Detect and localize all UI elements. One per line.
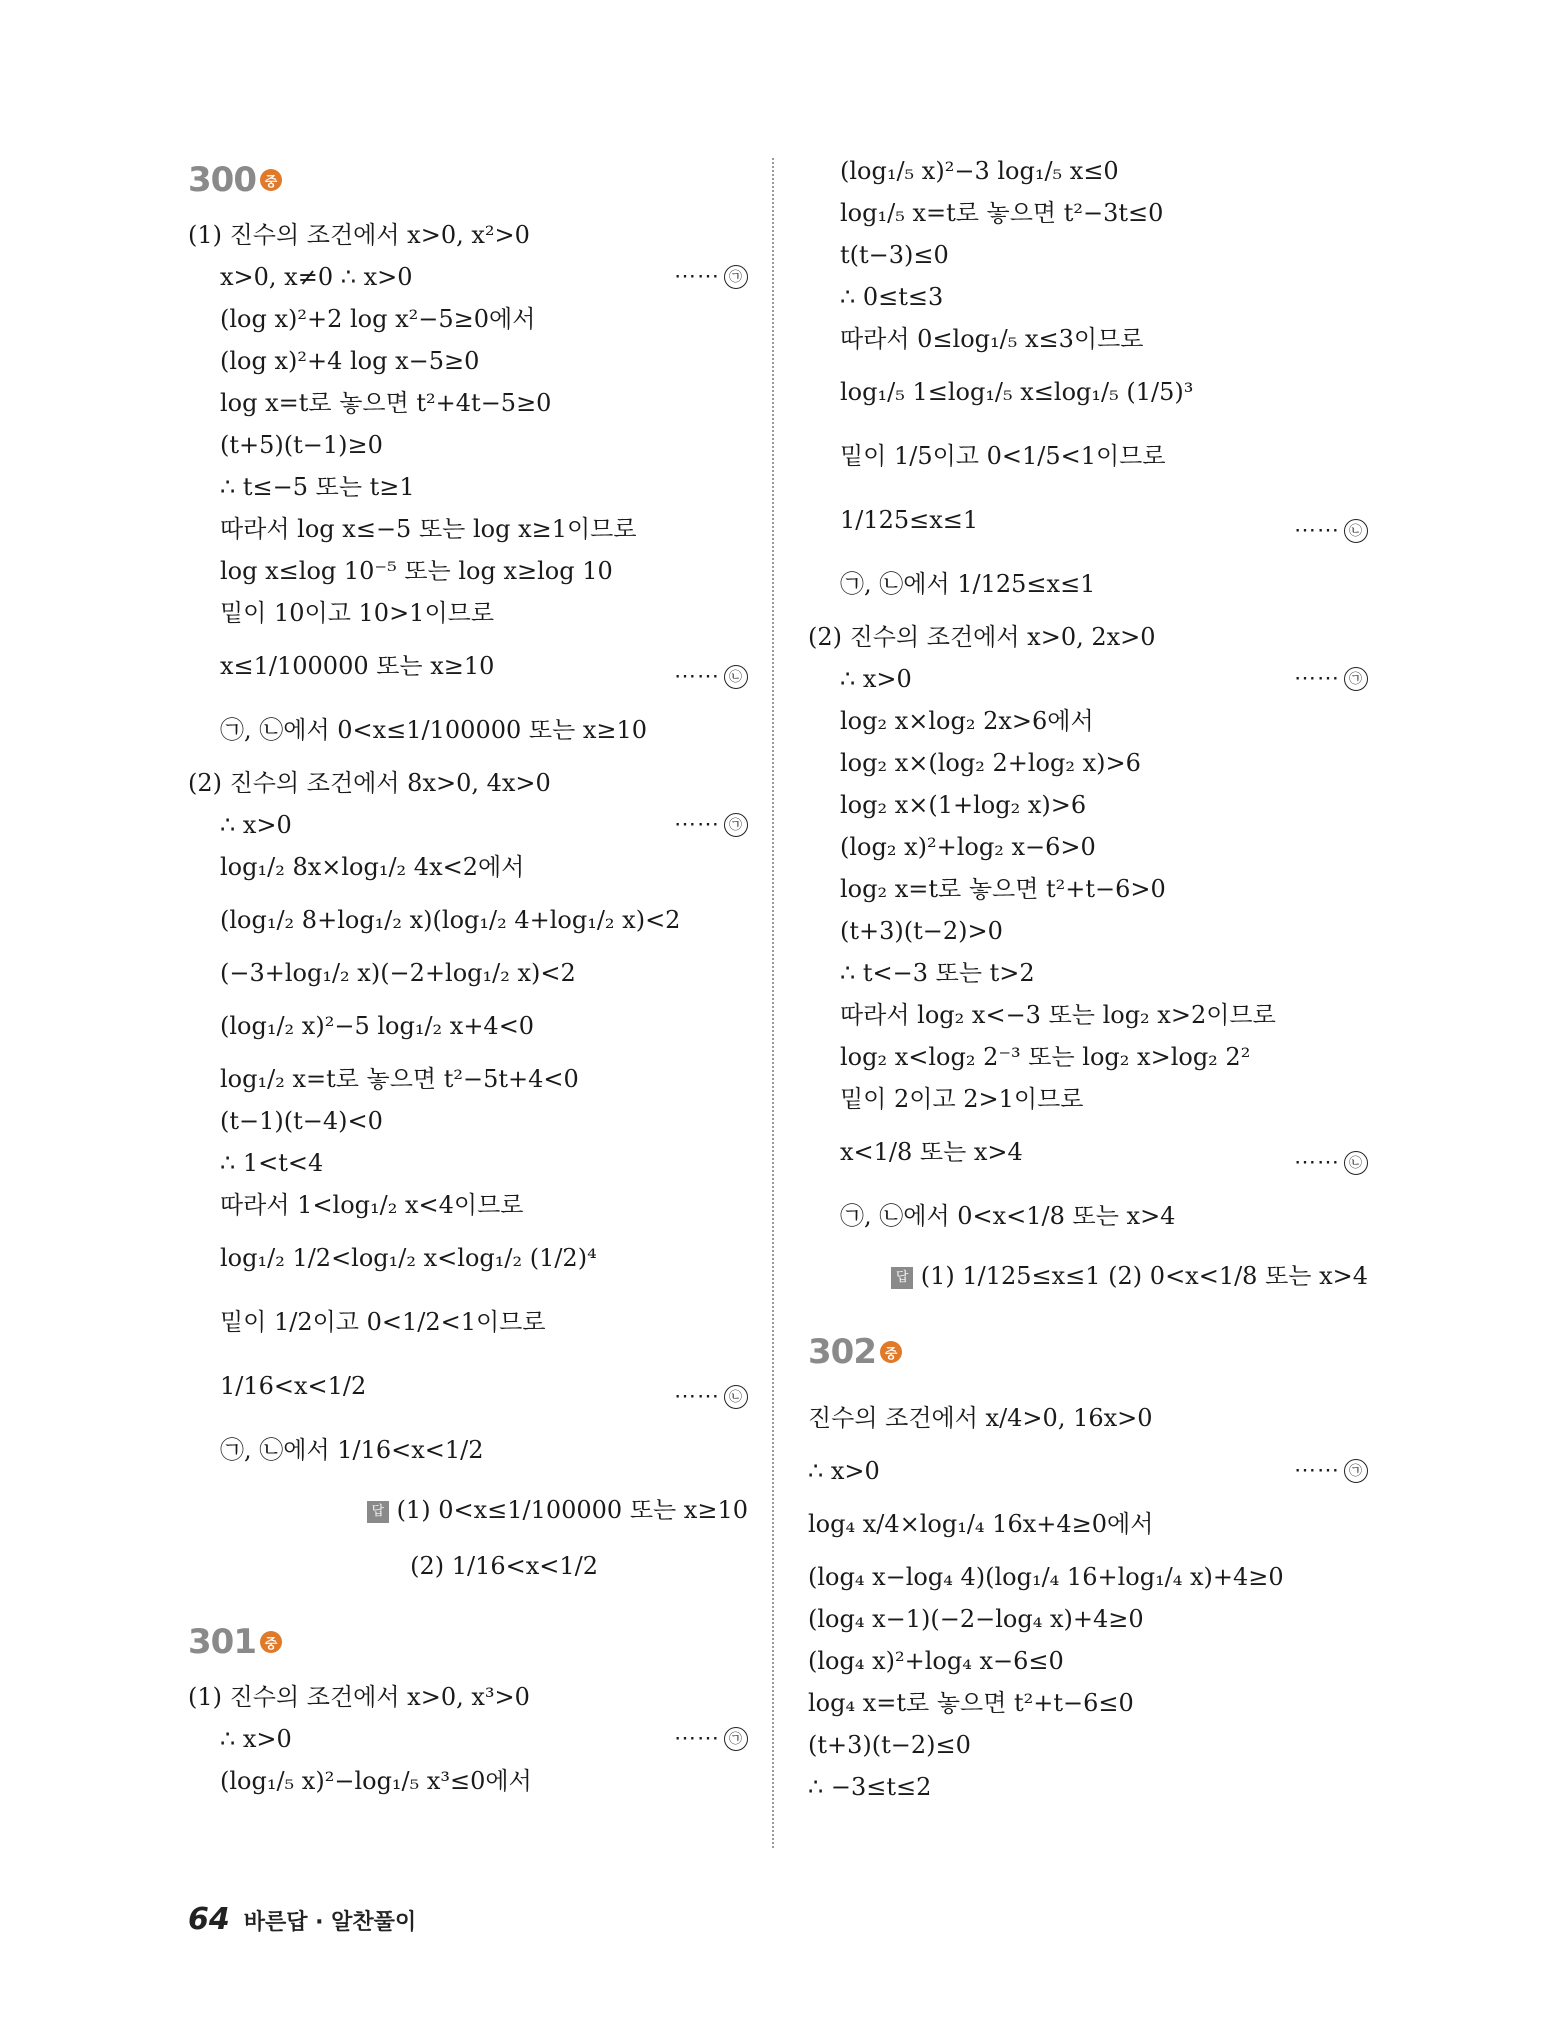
solution-line: log₂ x×log₂ 2x>6에서 [840, 707, 1094, 735]
solution-line: (log₁/₂ x)²−5 log₁/₂ x+4<0 [220, 1012, 535, 1040]
reference-mark: ⋯⋯ ㉠ [674, 256, 748, 298]
circle-marker: ㉡ [1344, 1151, 1368, 1175]
book-title: 바른답 · 알찬풀이 [243, 1910, 417, 1935]
solution-line: (log₁/₂ 8+log₁/₂ x)(log₁/₂ 4+log₁/₂ x)<2 [220, 906, 681, 934]
answer-text: (1) 1/125≤x≤1 (2) 0<x<1/8 또는 x>4 [920, 1262, 1368, 1290]
reference-mark: ⋯⋯ ㉠ [1294, 658, 1368, 700]
answer-box [808, 1248, 1368, 1304]
solution-text: ∴ x>0 [808, 1457, 880, 1485]
solution-line [188, 256, 748, 298]
difficulty-badge: 중 [260, 1631, 282, 1653]
solution-line: (2) 진수의 조건에서 8x>0, 4x>0 [188, 769, 551, 797]
answer-box [188, 1482, 748, 1538]
answer-text: (1) 0<x≤1/100000 또는 x≥10 [396, 1496, 748, 1524]
reference-mark: ⋯⋯ ㉡ [674, 645, 748, 709]
reference-mark: ⋯⋯ ㉡ [1294, 499, 1368, 563]
solution-line [808, 488, 1368, 552]
circle-marker: ㉠ [724, 1727, 748, 1751]
solution-line: ㉠, ㉡에서 0<x≤1/100000 또는 x≥10 [220, 716, 648, 744]
page-footer [188, 1902, 416, 1937]
solution-line: log₁/₂ 1/2<log₁/₂ x<log₁/₂ (1/2)⁴ [220, 1244, 597, 1272]
solution-line: ∴ t<−3 또는 t>2 [840, 959, 1035, 987]
reference-mark: ⋯⋯ ㉠ [1294, 1450, 1368, 1492]
solution-line: log₂ x×(1+log₂ x)>6 [840, 791, 1087, 819]
solution-line [188, 1718, 748, 1760]
difficulty-badge: 중 [260, 169, 282, 191]
circle-marker: ㉡ [1344, 519, 1368, 543]
solution-line: log x=t로 놓으면 t²+4t−5≥0 [220, 389, 552, 417]
solution-line: log₂ x=t로 놓으면 t²+t−6>0 [840, 875, 1166, 903]
page-number: 64 [188, 1902, 230, 1937]
solution-line: ㉠, ㉡에서 1/16<x<1/2 [220, 1436, 484, 1464]
solution-text: x>0, x≠0 ∴ x>0 [220, 263, 413, 291]
solution-text: x<1/8 또는 x>4 [840, 1138, 1023, 1166]
right-column [808, 150, 1368, 1808]
answer-tag: 답 [891, 1267, 913, 1289]
solution-line: 따라서 0≤log₁/₅ x≤3이므로 [840, 325, 1144, 353]
circle-marker: ㉡ [724, 665, 748, 689]
problem-300-header [188, 154, 748, 206]
solution-line: ㉠, ㉡에서 1/125≤x≤1 [840, 570, 1096, 598]
circle-marker: ㉡ [724, 1385, 748, 1409]
solution-line: (t+3)(t−2)>0 [840, 917, 1003, 945]
solution-line: (2) 진수의 조건에서 x>0, 2x>0 [808, 623, 1156, 651]
difficulty-badge: 중 [880, 1341, 902, 1363]
solution-line [188, 634, 748, 698]
left-column [188, 150, 748, 1802]
problem-301-header [188, 1616, 748, 1668]
solution-text: ∴ x>0 [220, 1725, 292, 1753]
solution-line: log₁/₂ x=t로 놓으면 t²−5t+4<0 [220, 1065, 579, 1093]
solution-line: log₁/₅ x=t로 놓으면 t²−3t≤0 [840, 199, 1164, 227]
solution-text: x≤1/100000 또는 x≥10 [220, 652, 495, 680]
solution-line [188, 1354, 748, 1418]
solution-line: ∴ −3≤t≤2 [808, 1773, 932, 1801]
circle-marker: ㉠ [1344, 1459, 1368, 1483]
solution-line: 따라서 log₂ x<−3 또는 log₂ x>2이므로 [840, 1001, 1276, 1029]
solution-line: (1) 진수의 조건에서 x>0, x³>0 [188, 1683, 530, 1711]
problem-number: 301 [188, 1622, 256, 1662]
answer-tag: 답 [367, 1501, 389, 1523]
solution-line: (log₄ x−1)(−2−log₄ x)+4≥0 [808, 1605, 1144, 1633]
solution-line: (log x)²+4 log x−5≥0 [220, 347, 480, 375]
column-divider [772, 158, 774, 1848]
solution-line: t(t−3)≤0 [840, 241, 949, 269]
solution-line: log₂ x<log₂ 2⁻³ 또는 log₂ x>log₂ 2² [840, 1043, 1251, 1071]
solution-line: 밑이 1/5이고 0<1/5<1이므로 [840, 442, 1166, 470]
solution-text: 1/125≤x≤1 [840, 506, 979, 534]
solution-line: (t+3)(t−2)≤0 [808, 1731, 971, 1759]
solution-line [808, 658, 1368, 700]
solution-text: ∴ x>0 [840, 665, 912, 693]
circle-marker: ㉠ [724, 265, 748, 289]
problem-number: 300 [188, 160, 256, 200]
solution-line: log x≤log 10⁻⁵ 또는 log x≥log 10 [220, 557, 613, 585]
solution-line: 밑이 2이고 2>1이므로 [840, 1085, 1084, 1113]
solution-line: 진수의 조건에서 x/4>0, 16x>0 [808, 1404, 1153, 1432]
solution-line: log₄ x=t로 놓으면 t²+t−6≤0 [808, 1689, 1134, 1717]
solution-line: 따라서 log x≤−5 또는 log x≥1이므로 [220, 515, 637, 543]
solution-line [808, 1120, 1368, 1184]
reference-mark: ⋯⋯ ㉠ [674, 1718, 748, 1760]
solution-line: (−3+log₁/₂ x)(−2+log₁/₂ x)<2 [220, 959, 576, 987]
answer-text: (2) 1/16<x<1/2 [410, 1552, 598, 1580]
solution-text: ∴ x>0 [220, 811, 292, 839]
solution-line: (t−1)(t−4)<0 [220, 1107, 383, 1135]
solution-line [808, 1450, 1368, 1492]
solution-line: ∴ t≤−5 또는 t≥1 [220, 473, 415, 501]
solution-line: (t+5)(t−1)≥0 [220, 431, 383, 459]
reference-mark: ⋯⋯ ㉠ [674, 804, 748, 846]
solution-line: log₁/₅ 1≤log₁/₅ x≤log₁/₅ (1/5)³ [840, 378, 1194, 406]
solution-line: log₂ x×(log₂ 2+log₂ x)>6 [840, 749, 1141, 777]
reference-mark: ⋯⋯ ㉡ [1294, 1131, 1368, 1195]
solution-line: (1) 진수의 조건에서 x>0, x²>0 [188, 221, 530, 249]
solution-line: 밑이 1/2이고 0<1/2<1이므로 [220, 1308, 546, 1336]
solution-line: (log x)²+2 log x²−5≥0에서 [220, 305, 536, 333]
solution-line: ㉠, ㉡에서 0<x<1/8 또는 x>4 [840, 1202, 1176, 1230]
solution-line: (log₄ x−log₄ 4)(log₁/₄ 16+log₁/₄ x)+4≥0 [808, 1563, 1284, 1591]
circle-marker: ㉠ [724, 813, 748, 837]
solution-line: 밑이 10이고 10>1이므로 [220, 599, 495, 627]
solution-line: log₄ x/4×log₁/₄ 16x+4≥0에서 [808, 1510, 1154, 1538]
solution-line: ∴ 0≤t≤3 [840, 283, 944, 311]
circle-marker: ㉠ [1344, 667, 1368, 691]
solution-line: (log₁/₅ x)²−log₁/₅ x³≤0에서 [220, 1767, 532, 1795]
solution-line: log₁/₂ 8x×log₁/₂ 4x<2에서 [220, 853, 525, 881]
problem-number: 302 [808, 1332, 876, 1372]
solution-line: (log₄ x)²+log₄ x−6≤0 [808, 1647, 1064, 1675]
solution-line: 따라서 1<log₁/₂ x<4이므로 [220, 1191, 524, 1219]
answer-box [188, 1538, 748, 1594]
problem-302-header [808, 1326, 1368, 1378]
solution-text: 1/16<x<1/2 [220, 1372, 367, 1400]
solution-line: (log₂ x)²+log₂ x−6>0 [840, 833, 1096, 861]
solution-line: (log₁/₅ x)²−3 log₁/₅ x≤0 [840, 157, 1119, 185]
reference-mark: ⋯⋯ ㉡ [674, 1365, 748, 1429]
solution-line: ∴ 1<t<4 [220, 1149, 324, 1177]
solution-line [188, 804, 748, 846]
